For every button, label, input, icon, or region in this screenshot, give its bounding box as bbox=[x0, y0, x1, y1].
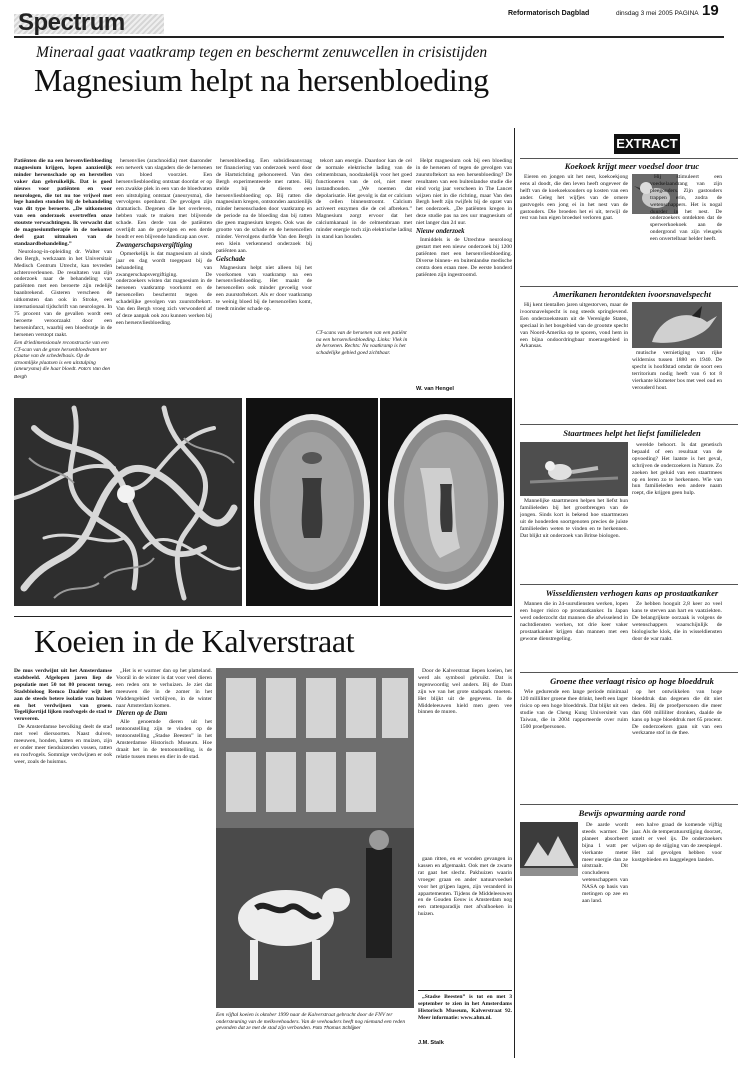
street-cows-image bbox=[216, 668, 414, 1008]
woodpecker-photo bbox=[632, 302, 722, 348]
article-column-3 bbox=[216, 158, 312, 394]
sidebar-body-text: Eieren en jongen uit het nest, koekoekjong eens al doodt, die den leven heeft ongeveer de helft van de koekoeksouders op kosten van een ander. Geleg het wijfjes van de ornere gastvogels een jong ei in het nest van de gastouders. Die broeden het ei uit, terwijl de rest van hun eigen broedsel verloren gaat. bbox=[520, 174, 628, 222]
blood-vessel-reconstruction-image bbox=[14, 398, 242, 606]
sidebar-rule bbox=[520, 804, 738, 805]
photo-credit: Foto's Van den Bergh bbox=[14, 367, 111, 380]
sidebar-item-title: Wisseldiensten verhogen kans op prostaatkanker bbox=[545, 588, 719, 598]
sidebar-rule bbox=[520, 286, 738, 287]
article-headline-2: Koeien in de Kalverstraat bbox=[34, 623, 355, 659]
sidebar-divider bbox=[514, 128, 515, 1058]
article-column-2 bbox=[116, 158, 212, 394]
calf-column-1 bbox=[14, 668, 112, 1058]
ct-scan-left bbox=[246, 398, 378, 606]
sidebar-item-title: Koekoek krijgt meer voedsel door truc bbox=[564, 161, 700, 171]
info-box-rule bbox=[418, 990, 512, 991]
sidebar-body-text: een halve graad de komende vijftig jaar. Als de temperatuurstijging doorzet, smelt er veel ijs. De onderzoekers wijzen op de stijging van de zeespiegel. Het zal gevolgen hebben voor kustgebieden en laaggelegen landen. bbox=[632, 822, 722, 863]
tit-bird-image bbox=[520, 442, 628, 496]
sidebar-body-text: De aarde wordt steeds warmer. De planeet absorbeert bijna 1 watt per vierkante meter meer energie dan ze uitstraalt. Dit concluderen wetenschappers van NASA op basis van metingen op zee en aan land. bbox=[582, 822, 628, 904]
sidebar-item-body bbox=[520, 498, 628, 580]
sidebar-rule bbox=[520, 584, 738, 585]
article-column-1 bbox=[14, 158, 112, 338]
article-body-text: Alle genoemde dieren uit het tentoonstelling zijn te vinden op de tentoonstelling „Stadse Beesten” in het Amsterdamse Historisch Museum. Hoe draait het in de tentoonstelling, is de relatie tussen mens en dier in de stad. bbox=[116, 719, 212, 760]
sidebar-rule bbox=[520, 158, 738, 159]
article-divider bbox=[14, 616, 512, 617]
article-body-text: gaan ritten, en er wonden gevangen in kassen en afgemaakt. Ook met de zwarte rat gaat het slecht. Pakhuizen waarin vroeger graan en ander natuurvoedsel voor het grijpen lagen, zijn veranderd in appartementen. Tijdens de Middeleeuwen en de Gouden Eeuw is Amsterdam nog een rattenparadijs met afvalhoeken in huizen. bbox=[418, 856, 512, 918]
sidebar-item-body-right bbox=[632, 689, 722, 799]
sidebar-rule bbox=[520, 424, 738, 425]
sidebar-rule bbox=[520, 672, 738, 673]
article-body-text: tekort aan energie. Daardoor kan de cel de normale elektrische lading van de celmembraan, noodzakelijk voor het goed functioneren van de cel, niet meer instandhouden. „We noemen dat depolarisatie. Het gevolg is dat er calcium de cellen binnenstroomt. Calcium activeert enzymen die de cel afbreken.” Magnesium zorgt ervoor dat het calciumkanaal in de celmembraan met minder energie toch zijn elektrische lading in stand kan houden. bbox=[316, 158, 412, 240]
article-body-text: hersenvlies (arachnoidia) met daaronder een netwerk van slagaders die de hersenen van bloed voorziet. Een hersenvliesbloeding ontstaat doordat er op een zwakke plek in een van de bloedvaten een uitstulping ontstaat (aneurysma), die vervolgens openbarst. De gevolgen zijn dramatisch. Degenen die het overleven, hebben vaak te maken met blijvende schade. Een derde van de patiënten overlijdt aan de gevolgen en een derde houdt er een blijvende handicap aan over. bbox=[116, 158, 212, 240]
info-box bbox=[418, 994, 512, 1034]
ct-scan-right-image bbox=[380, 398, 512, 606]
article-lead: Patiënten die na een hersenvliesbloeding magnesium krijgen, lopen aanzienlijk minder hersenschade op en herstellen vaker dan gebruikelijk. Dat is goed nieuws voor patiënten en voor neurologen, die tot nu toe vrijwel met lege handen stonden bij de behandeling van dit type beroerte. „De uitkomsten van een onderzoek overtreffen onze stoutste verwachtingen. Ik verwacht dat de magnesiumtherapie in de toekomst deel gaat uitmaken van de standaardbehandeling.” bbox=[14, 158, 112, 247]
sidebar-item-body-right bbox=[632, 442, 722, 580]
paper-name: Reformatorisch Dagblad bbox=[508, 10, 590, 17]
sidebar-body-text: werelde behoort. Is dat genetisch bepaald of een resultaat van de opvoeding? Het laatste is het geval, schrijven de onderzoekers in Nature. Zo zoeken het geluid van een staartmees op en leren zo te herkennen. Wie van hun familieleden een andere naam roept, die krijgen geen hulp. bbox=[632, 442, 722, 497]
article-body-text: Door de Kalverstraat liepen koeien, het werd als symbool gebruikt. Dat is tegenwoordig wel anders. Bij de Dam zijn we van het grote stadspark moeten. Het blijkt uit de gegevens. In de Middeleeuwen hield men geen vee binnen de muren. bbox=[418, 668, 512, 716]
article-body-text: Magnesium helpt niet alleen bij het voorkomen van vaatkramp na een hersenvliesbloeding. Het maakt de hersencellen ook minder gevoelig voor een zuurstoftekort. Als er door vaatkramp te weinig bloed bij de hersencellen komt, treedt minder schade op. bbox=[216, 264, 312, 313]
subheading: Nieuw onderzoek bbox=[416, 228, 465, 236]
article-lead: De mus verdwijnt uit het Amsterdamse stadsbeeld. Afgelopen jaren liep de populatie met 50 tot 80 procent terug. Stadsbioloog Remco Daalder wijt het aan de steeds betere isolatie van huizen en het verdwijnen van groen. Tegelijkertijd lijken roofvogels de stad te veroveren. bbox=[14, 668, 112, 723]
calf-column-4 bbox=[418, 668, 512, 852]
info-box-text: „Stadse Beesten” is tot en met 3 september te zien in het Amsterdams Historisch Museum, Kalverstraat 92. Meer informatie: www.ahm.nl. bbox=[418, 994, 512, 1021]
photo-caption-3 bbox=[216, 1012, 414, 1052]
page-number: 19 bbox=[702, 2, 719, 19]
subheading: Gelschade bbox=[216, 255, 246, 263]
woodpecker-image bbox=[632, 302, 722, 348]
section-banner bbox=[14, 10, 164, 34]
masthead-rule bbox=[14, 36, 724, 38]
sidebar-body-text: Hij kent tientallen jaren uitgestorven, maar de ivoorsnavelspecht is nog steeds springlevend. Een onderzoeksteam uit de Verenigde Staten, speciaal in het bosgebied van de grootste specht van Noord-Amerika op te sporen, vond hem in een bijna ondoordringbaar moerasgebied in Arkansas. bbox=[520, 302, 628, 350]
article-column-5 bbox=[416, 158, 512, 386]
sidebar-item-body-right bbox=[632, 601, 722, 669]
sidebar-item-body bbox=[520, 302, 628, 422]
caption-text: CT-scans van de hersenen van een patiënt na een hersenvliesbloeding. Links: Vlek in de hersenen. Rechts: Na vaatkramp is het schadelijke gebied goed zichtbaar. bbox=[316, 330, 408, 356]
article-body-text: „Het is er warmer dan op het platteland. Voorál in de winter is dat voor veel dieren een reden om te verhuizen. Je ziet dat meeuwen die in de zomer in het Waddengebied verblijven, in de winter naar Amsterdam komen. bbox=[116, 668, 212, 709]
sidebar-body-text: mutische vernietiging van rijke wilderniss tussen 1880 en 1940. De specht is hoofdstad omdat de soort een territorium nodig heeft van 6 tot 8 vierkante kilometer bos met veel oud en verouderd hout. bbox=[632, 350, 722, 391]
article-author: W. van Hengel bbox=[416, 386, 454, 392]
sidebar-item-body bbox=[582, 822, 628, 1052]
sidebar-item-body-right bbox=[632, 350, 722, 422]
long-tailed-tit-photo bbox=[520, 442, 628, 496]
sidebar-body-text: Hij stimuleert een voedselaandrang van zijn pleegouders. Zijn gastouders trappen erin, zodra de wetenschappers. Het is nogal duurder in het nest. De onderzoekers ontdekten dat de sperwerkoekoek aan de ondergrond van zijn vleugels een onvertelbaar helder heeft. bbox=[650, 174, 722, 243]
article-body-text: Inmiddels is de Utrechtse neuroloog gestart met een nieuw onderzoek bij 1200 patiënten met een hersenvliesbloeding. Diverse binnen- en buitenlandse medische centra doen eraan mee. De eerste honderd patiënten zijn ingestroomd. bbox=[416, 236, 512, 278]
sidebar-item-title: Staartmees helpt het liefst familieleden bbox=[563, 428, 701, 438]
ct-scan-right bbox=[380, 398, 512, 606]
article-headline: Magnesium helpt na hersenbloeding bbox=[34, 62, 489, 98]
sidebar-item-body bbox=[520, 601, 628, 669]
article-body-text: Opmerkelijk is dat magnesium al sinds jaar en dag wordt toegepast bij de behandeling van zwangerschapsvergiftiging. De onderzoekers wisten dat magnesium in de hersenen vaatkramp voorkomt en de hersencellen beschermt tegen de schadelijke gevolgen van zuurstoftekort. Van den Bergh vroeg zich verwonderd af of deze aanpak ook zou kunnen werken bij een hersenvliesbloeding. bbox=[116, 250, 212, 326]
photo-caption-1 bbox=[14, 340, 112, 398]
sidebar-body-text: op het ontwikkelen van hoge bloeddruk dan degenen die dit niet deden. Bij de proefpersonen die meer dan 600 milliliter dronken, daalde de kans op hoge bloeddruk met 65 procent. De onderzoekers gaan uit van een werkzame stof in de thee. bbox=[632, 689, 722, 737]
caption-text: Een driedimensionale reconstructie van een CT-scan van de grote hersenbloedvaten ter plaatse van de schedelbasis. Op de stroomlijke plaatsen is een uitstulping (aneurysma) die haar bloedt. bbox=[14, 340, 109, 372]
date-line: dinsdag 3 mei 2005 PAGINA bbox=[616, 10, 699, 17]
sidebar-item-body-right bbox=[632, 822, 722, 1052]
article-body-text: De Amsterdamse bevolking deelt de stad met veel diersoorten. Naast duiven, meeuwen, honden, katten en muizen, zijn er onder meer tienduizenden vossen, ratten en roofvogels. Sommige verdwijnen er ook weer, zoals de huismus. bbox=[14, 724, 112, 765]
sidebar-item-title: Bewijs opwarming aarde rond bbox=[578, 808, 686, 818]
kalverstraat-photo bbox=[216, 668, 414, 1008]
article-column-4 bbox=[316, 158, 412, 328]
article-body-text: Neuroloog-in-opleiding dr. Walter van den Bergh, werkzaam in het Universitair Medisch Centrum Utrecht, kan tevreden achteroverleunen. De resultaten van zijn onderzoek naar de behandeling van patiënten met een beroerte zijn redelijk baanbrekend. Gisteren verscheen de uitkomsten dan ook in Stroke, een internationaal tijdschrift van neurologen. In 75 procent van de gevallen wordt een beroerte veroorzaakt door een herseninfarct, waarbij een bloedvatje in de hersenen verstopt raakt. bbox=[14, 248, 112, 338]
sidebar-body-text: Ze hebben hooguit 2,8 keer zo veel kans te sterven aan hart en vaatziekten. De belangrijkste oorzaak is volgens de wetenschappers waarschijnlijk de biologische klok, die in wisseldiensten door de war raakt. bbox=[632, 601, 722, 642]
sidebar-item-body bbox=[520, 689, 628, 799]
subheading: Dieren op de Dam bbox=[116, 710, 168, 718]
earth-photo bbox=[520, 822, 578, 876]
article-author: J.M. Stalk bbox=[418, 1040, 444, 1046]
sidebar-item-title: Amerikanen herontdekten ivoorsnavelspecht bbox=[552, 289, 712, 299]
vessel-illustration bbox=[14, 398, 242, 606]
sidebar-body-text: Wie gedurende een lange periode minimaal 120 milliliter groene thee drinkt, heeft een lager risico op een hoge bloeddruk. Dat blijkt uit een studie van de Cheng Kung Universiteit van Taiwan, die in 2004 rapporteerde over ruim 1500 proefpersonen. bbox=[520, 689, 628, 730]
sidebar-body-text: Mannelijke staartmezen helpen het liefst hun familieleden bij het grootbrengen van de jongen. Sinds kort is bekend hoe staartmezen uit de honderden soortgenoten precies de juiste familieleden weten te vinden en te herkennen. Dat blijkt uit onderzoek van Britse biologen. bbox=[520, 498, 628, 539]
subheading: Zwangerschapsvergiftiging bbox=[116, 241, 193, 249]
calf-column-5 bbox=[418, 856, 512, 986]
article-body-text: Helpt magnesium ook bij een bloeding in de hersenen of tegen de gevolgen van zuurstoftekort na een hersenbloeding? De resultaten van een buitenlandse studie die eind vorig jaar verscheen in The Lancet wijzen niet in die richting, maar Van den Bergh heeft zijn twijfels bij de opzet van het onderzoek. „De patiënten kregen in deze studie pas na zes uur magnesium of niet langer dan 24 uur. bbox=[416, 158, 512, 227]
article-body-text: hersenbloeding. Een subsidieaanvraag ter financiering van onderzoek werd door de Hartstichting gehonoreerd. Van den Bergh experimenteerde met ratten. Hij stelde bij de dieren een hersenvliesbloeding op. Bij ratten die magnesium kregen, ontstonden aanzienlijk minder hersenschaden door vaatkramp en de periode na de bloeding dan bij ratten die geen magnesium kregen. Ook was de grootte van de schade en de hersencellen minder. Vervolgens durfde Van den Bergh een klein verkennend onderzoek bij patiënten aan. bbox=[216, 158, 312, 254]
section-name: Spectrum bbox=[18, 9, 125, 36]
photo-caption-2 bbox=[316, 330, 412, 394]
masthead bbox=[0, 0, 738, 40]
article-kicker: Mineraal gaat vaatkramp tegen en beschermt zenuwcellen in crisistijden bbox=[36, 44, 488, 61]
ice-image bbox=[520, 822, 578, 876]
calf-column-2 bbox=[116, 668, 212, 1058]
sidebar-item-title: Groene thee verlaagt risico op hoge bloeddruk bbox=[550, 676, 714, 686]
extract-logo: EXTRACT bbox=[614, 134, 680, 154]
photo-credit: Foto Thomas Schlijper bbox=[312, 1026, 361, 1031]
sidebar-body-text: Mannen die in 24-uursdiensten werken, lopen een hoger risico op prostaatkanker. In Japan werd onderzocht dat mannen die afwisselend in nachtdiensten werken, tot drie keer vaker prostaatkanker krijgen dan mannen met een gewone dienstregeling. bbox=[520, 601, 628, 642]
caption-text: Een vijftal koeien is oktober 1999 naar de Kalverstraat gebracht door de FNV ter ondersteuning van de melkveehouders. Van de veehouders heeft nog niemand een reden gevonden dat ze met de stad zijn verbonden. bbox=[216, 1012, 406, 1031]
ct-scan-left-image bbox=[246, 398, 378, 606]
